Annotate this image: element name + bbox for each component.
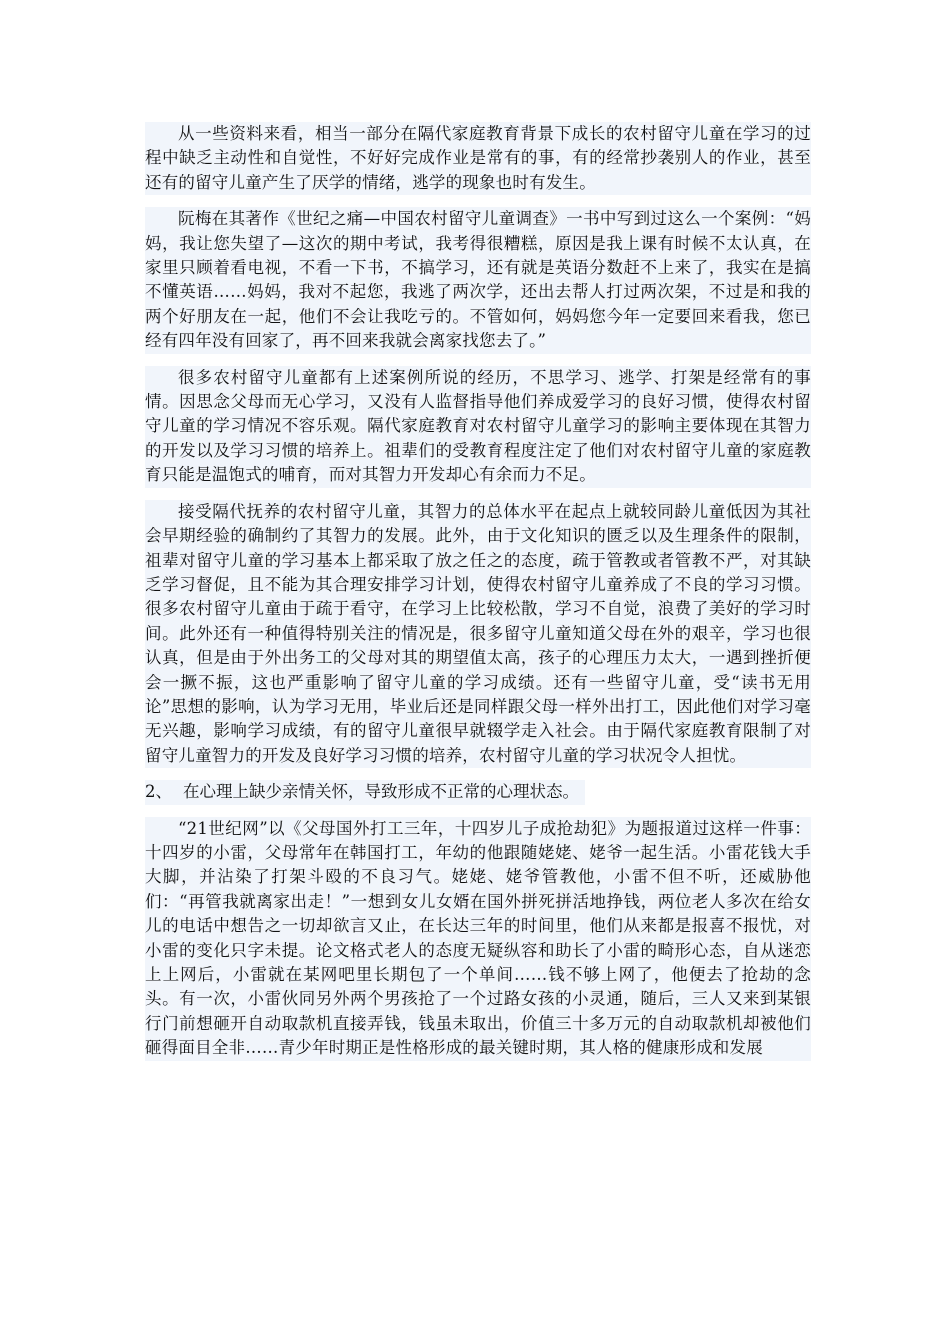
section-number: 2、 <box>145 782 172 802</box>
paragraph-2: 阮梅在其著作《世纪之痛—中国农村留守儿童调查》一书中写到过这么一个案例：“妈妈，我让您失望了—这次的期中考试，我考得很糟糕，原因是我上课有时候不太认真，在家里只顾着看电视，不看一下书，不搞学习，还有就是英语分数赶不上来了，我实在是搞不懂英语……妈妈，我对不起您，我逃了两次学，还出去帮人打过两次架，不过是和我的两个好朋友在一起，他们不会让我吃亏的。不管如何，妈妈您今年一定要回来看我，您已经有四年没有回家了，再不回来我就会离家找您去了。” <box>145 207 811 353</box>
paragraph-1: 从一些资料来看，相当一部分在隔代家庭教育背景下成长的农村留守儿童在学习的过程中缺乏主动性和自觉性，不好好完成作业是常有的事，有的经常抄袭别人的作业，甚至还有的留守儿童产生了厌学的情绪，逃学的现象也时有发生。 <box>145 122 811 195</box>
document-body <box>145 122 811 1073</box>
section-heading <box>145 780 585 804</box>
paragraph-5: “21世纪网”以《父母国外打工三年，十四岁儿子成抢劫犯》为题报道过这样一件事：十四岁的小雷，父母常年在韩国打工，年幼的他跟随姥姥、姥爷一起生活。小雷花钱大手大脚，并沾染了打架斗殴的不良习气。姥姥、姥爷管教他，小雷不但不听，还威胁他们：“再管我就离家出走！”一想到女儿女婿在国外拼死拼活地挣钱，两位老人多次在给女儿的电话中想告之一切却欲言又止，在长达三年的时间里，他们从来都是报喜不报忧，对小雷的变化只字未提。论文格式老人的态度无疑纵容和助长了小雷的畸形心态，自从迷恋上上网后，小雷就在某网吧里长期包了一个单间……钱不够上网了，他便去了抢劫的念头。有一次，小雷伙同另外两个男孩抢了一个过路女孩的小灵通，随后，三人又来到某银行门前想砸开自动取款机直接弄钱，钱虽未取出，价值三十多万元的自动取款机却被他们砸得面目全非……青少年时期正是性格形成的最关键时期，其人格的健康形成和发展 <box>145 817 811 1061</box>
paragraph-3: 很多农村留守儿童都有上述案例所说的经历，不思学习、逃学、打架是经常有的事情。因思念父母而无心学习，又没有人监督指导他们养成爱学习的良好习惯，使得农村留守儿童的学习情况不容乐观。隔代家庭教育对农村留守儿童学习的影响主要体现在其智力的开发以及学习习惯的培养上。祖辈们的受教育程度注定了他们对农村留守儿童的家庭教育只能是温饱式的哺育，而对其智力开发却心有余而力不足。 <box>145 366 811 488</box>
paragraph-4: 接受隔代抚养的农村留守儿童，其智力的总体水平在起点上就较同龄儿童低因为其社会早期经验的确制约了其智力的发展。此外，由于文化知识的匮乏以及生理条件的限制，祖辈对留守儿童的学习基本上都采取了放之任之的态度，疏于管教或者管教不严，对其缺乏学习督促，且不能为其合理安排学习计划，使得农村留守儿童养成了不良的学习习惯。很多农村留守儿童由于疏于看守，在学习上比较松散，学习不自觉，浪费了美好的学习时间。此外还有一种值得特别关注的情况是，很多留守儿童知道父母在外的艰辛，学习也很认真，但是由于外出务工的父母对其的期望值太高，孩子的心理压力太大，一遇到挫折便会一撅不振，这也严重影响了留守儿童的学习成绩。还有一些留守儿童，受“读书无用论”思想的影响，认为学习无用，毕业后还是同样跟父母一样外出打工，因此他们对学习毫无兴趣，影响学习成绩，有的留守儿童很早就辍学走入社会。由于隔代家庭教育限制了对留守儿童智力的开发及良好学习习惯的培养，农村留守儿童的学习状况令人担忧。 <box>145 500 811 768</box>
section-title: 在心理上缺少亲情关怀，导致形成不正常的心理状态。 <box>183 782 579 802</box>
